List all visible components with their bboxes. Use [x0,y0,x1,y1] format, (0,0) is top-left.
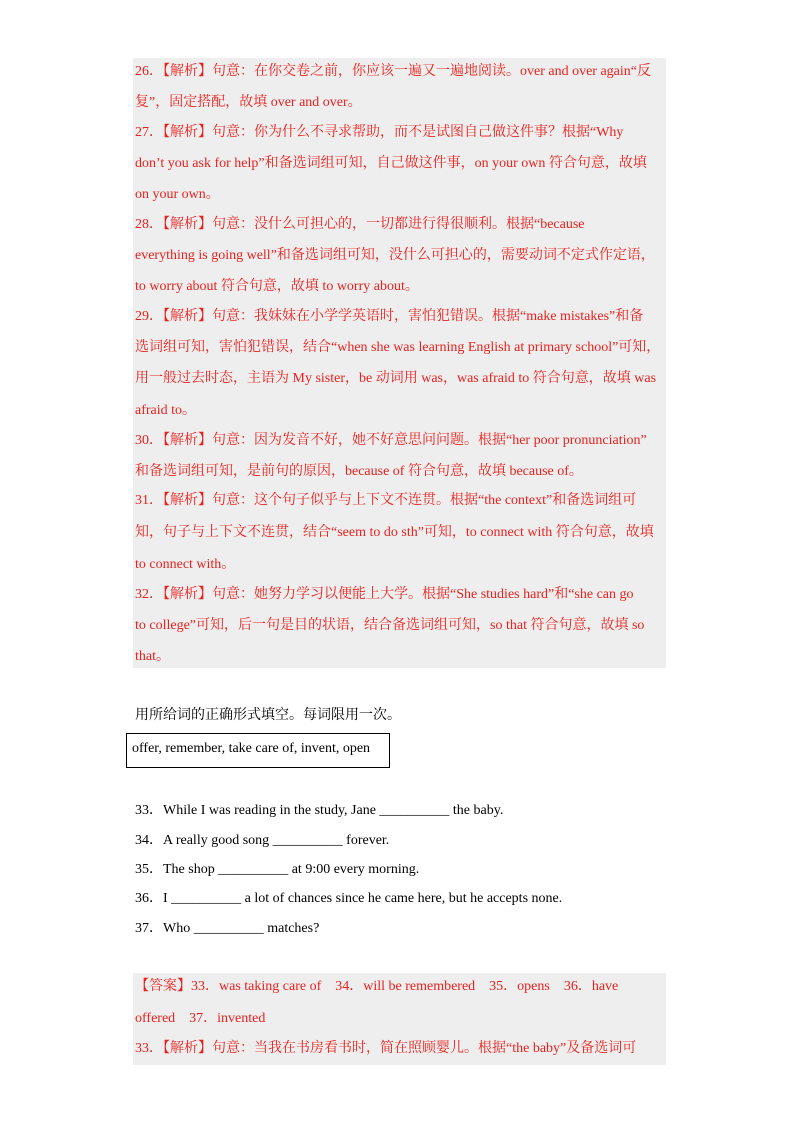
analysis-line: 29．【解析】句意：我妹妹在小学学英语时，害怕犯错误。根据“make mistakes”和备 [135,309,644,324]
question-item: 33．While I was reading in the study, Jane __________ the baby. [135,803,504,818]
answer-line: 【答案】33．was taking care of 34．will be remembered 35．opens 36．have [135,979,619,994]
analysis-line: everything is going well”和备选词组可知，没什么可担心的，需要动词不定式作定语， [135,248,655,263]
question-item: 34．A really good song __________ forever. [135,833,390,848]
analysis-line: 32．【解析】句意：她努力学习以便能上大学。根据“She studies hard”和“she can go [135,587,634,602]
analysis-line: 30．【解析】句意：因为发音不好，她不好意思问问题。根据“her poor pronunciation” [135,433,647,448]
analysis-line: 复”，固定搭配，故填 over and over。 [135,95,362,110]
question-item: 36．I __________ a lot of chances since he came here, but he accepts none. [135,891,563,906]
analysis-line: 用一般过去时态，主语为 My sister，be 动词用 was，was afraid to 符合句意，故填 was [135,371,657,386]
analysis-line: don’t you ask for help”和备选词组可知，自己做这件事，on your own 符合句意，故填 [135,156,647,171]
analysis-line: 28．【解析】句意：没什么可担心的，一切都进行得很顺利。根据“because [135,217,585,232]
analysis-line: to connect with。 [135,557,236,572]
question-item: 37．Who __________ matches? [135,921,320,936]
analysis-line: that。 [135,649,170,664]
analysis-line: to college”可知，后一句是目的状语，结合备选词组可知，so that 符合句意，故填 so [135,618,645,633]
analysis-line: 26．【解析】句意：在你交卷之前，你应该一遍又一遍地阅读。over and over again“反 [135,64,651,79]
analysis-line: on your own。 [135,187,220,202]
word-bank-box [126,733,390,768]
analysis-line: afraid to。 [135,403,197,418]
analysis-line: 33．【解析】句意：当我在书房看书时，简在照顾婴儿。根据“the baby”及备选词可 [135,1041,637,1056]
exercise-instruction: 用所给词的正确形式填空。每词限用一次。 [135,708,401,723]
answer-line: offered 37．invented [135,1011,266,1026]
analysis-line: 和备选词组可知，是前句的原因，because of 符合句意，故填 because of。 [135,464,583,479]
analysis-line: to worry about 符合句意，故填 to worry about。 [135,279,419,294]
analysis-line: 31．【解析】句意：这个句子似乎与上下文不连贯。根据“the context”和备选词组可 [135,493,637,508]
analysis-line: 27．【解析】句意：你为什么不寻求帮助，而不是试图自己做这件事？根据“Why [135,125,624,140]
analysis-line: 知，句子与上下文不连贯，结合“seem to do sth”可知，to connect with 符合句意，故填 [135,525,654,540]
analysis-line: 选词组可知，害怕犯错误，结合“when she was learning English at primary school”可知， [135,340,661,355]
word-bank-text: offer, remember, take care of, invent, open [132,741,371,756]
question-item: 35．The shop __________ at 9:00 every morning. [135,862,420,877]
analysis-shade [133,58,666,668]
